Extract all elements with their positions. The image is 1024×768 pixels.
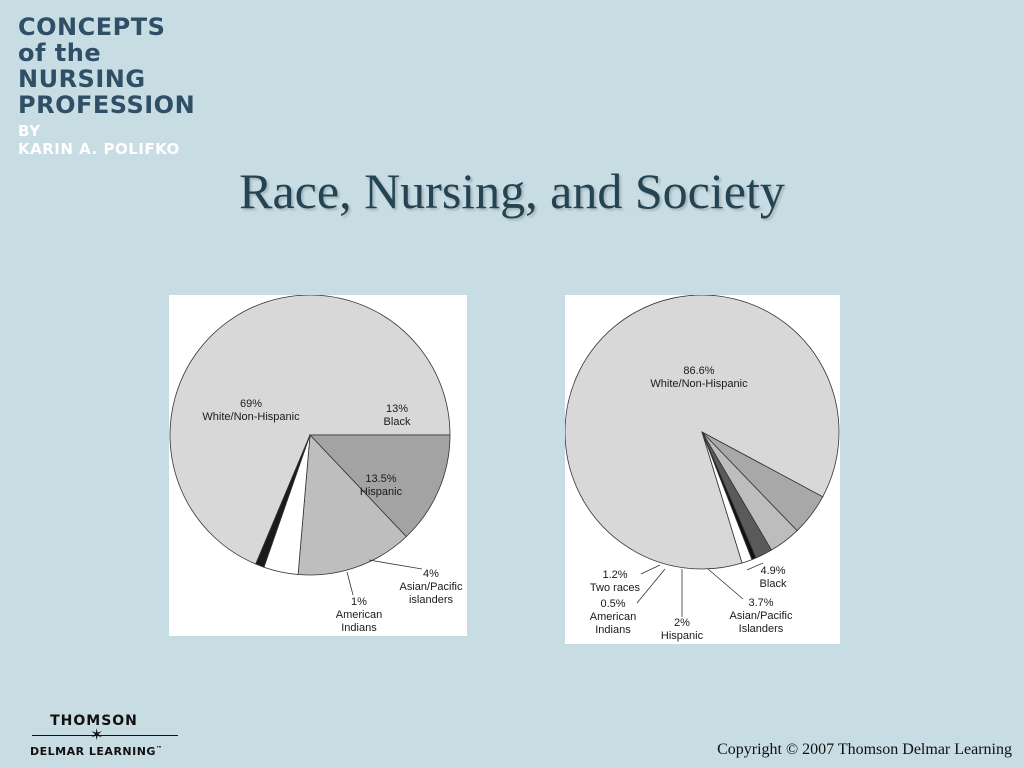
logo-line-nursing: NURSING	[18, 65, 146, 93]
logo-trademark: ™	[155, 745, 163, 753]
book-logo	[18, 14, 195, 158]
pie-chart-right	[565, 295, 840, 644]
pie-chart-left-panel	[169, 295, 467, 636]
logo-line-concepts: CONCEPTS	[18, 13, 166, 41]
slice-label-white-non-hispanic: 86.6% White/Non-Hispanic	[650, 365, 748, 390]
slice-label-two-races: 1.2% Two races	[589, 569, 641, 594]
pie-chart-right-panel	[565, 295, 840, 644]
leader-line-asian-pacific-islanders	[708, 569, 743, 599]
leader-line-asian-pacific-islanders	[369, 560, 422, 569]
slide-title: Race, Nursing, and Society	[239, 163, 785, 219]
logo-line-of-the: of the	[18, 39, 102, 67]
logo-author: KARIN A. POLIFKO	[18, 140, 180, 158]
slice-label-hispanic: 13.5% Hispanic	[359, 473, 403, 498]
logo-thomson: THOMSON	[50, 713, 138, 729]
copyright-notice: Copyright © 2007 Thomson Delmar Learning	[717, 741, 1012, 758]
slice-label-asian-pacific-islanders: 4% Asian/Pacific islanders	[399, 568, 463, 606]
slice-label-white-non-hispanic: 69% White/Non-Hispanic	[202, 398, 300, 423]
slice-label-american-indians: 1% American Indians	[335, 596, 383, 634]
logo-division: DELMAR LEARNING	[30, 745, 156, 758]
slice-label-black: 4.9% Black	[759, 565, 787, 590]
logo-by: BY	[18, 122, 41, 140]
slice-label-asian-pacific-islanders: 3.7% Asian/Pacific Islanders	[729, 597, 793, 635]
slice-label-hispanic: 2% Hispanic	[660, 617, 704, 642]
thomson-delmar-logo	[30, 713, 190, 758]
slice-label-black: 13% Black	[383, 403, 411, 428]
leader-line-two-races	[641, 565, 660, 574]
slice-label-american-indians: 0.5% American Indians	[589, 598, 637, 636]
star-icon: ✶	[90, 727, 104, 744]
logo-delmar-learning	[30, 745, 190, 758]
pie-chart-left	[169, 295, 467, 636]
logo-star-rule	[30, 727, 180, 744]
logo-line-profession: PROFESSION	[18, 91, 196, 119]
leader-line-american-indians	[347, 572, 353, 595]
